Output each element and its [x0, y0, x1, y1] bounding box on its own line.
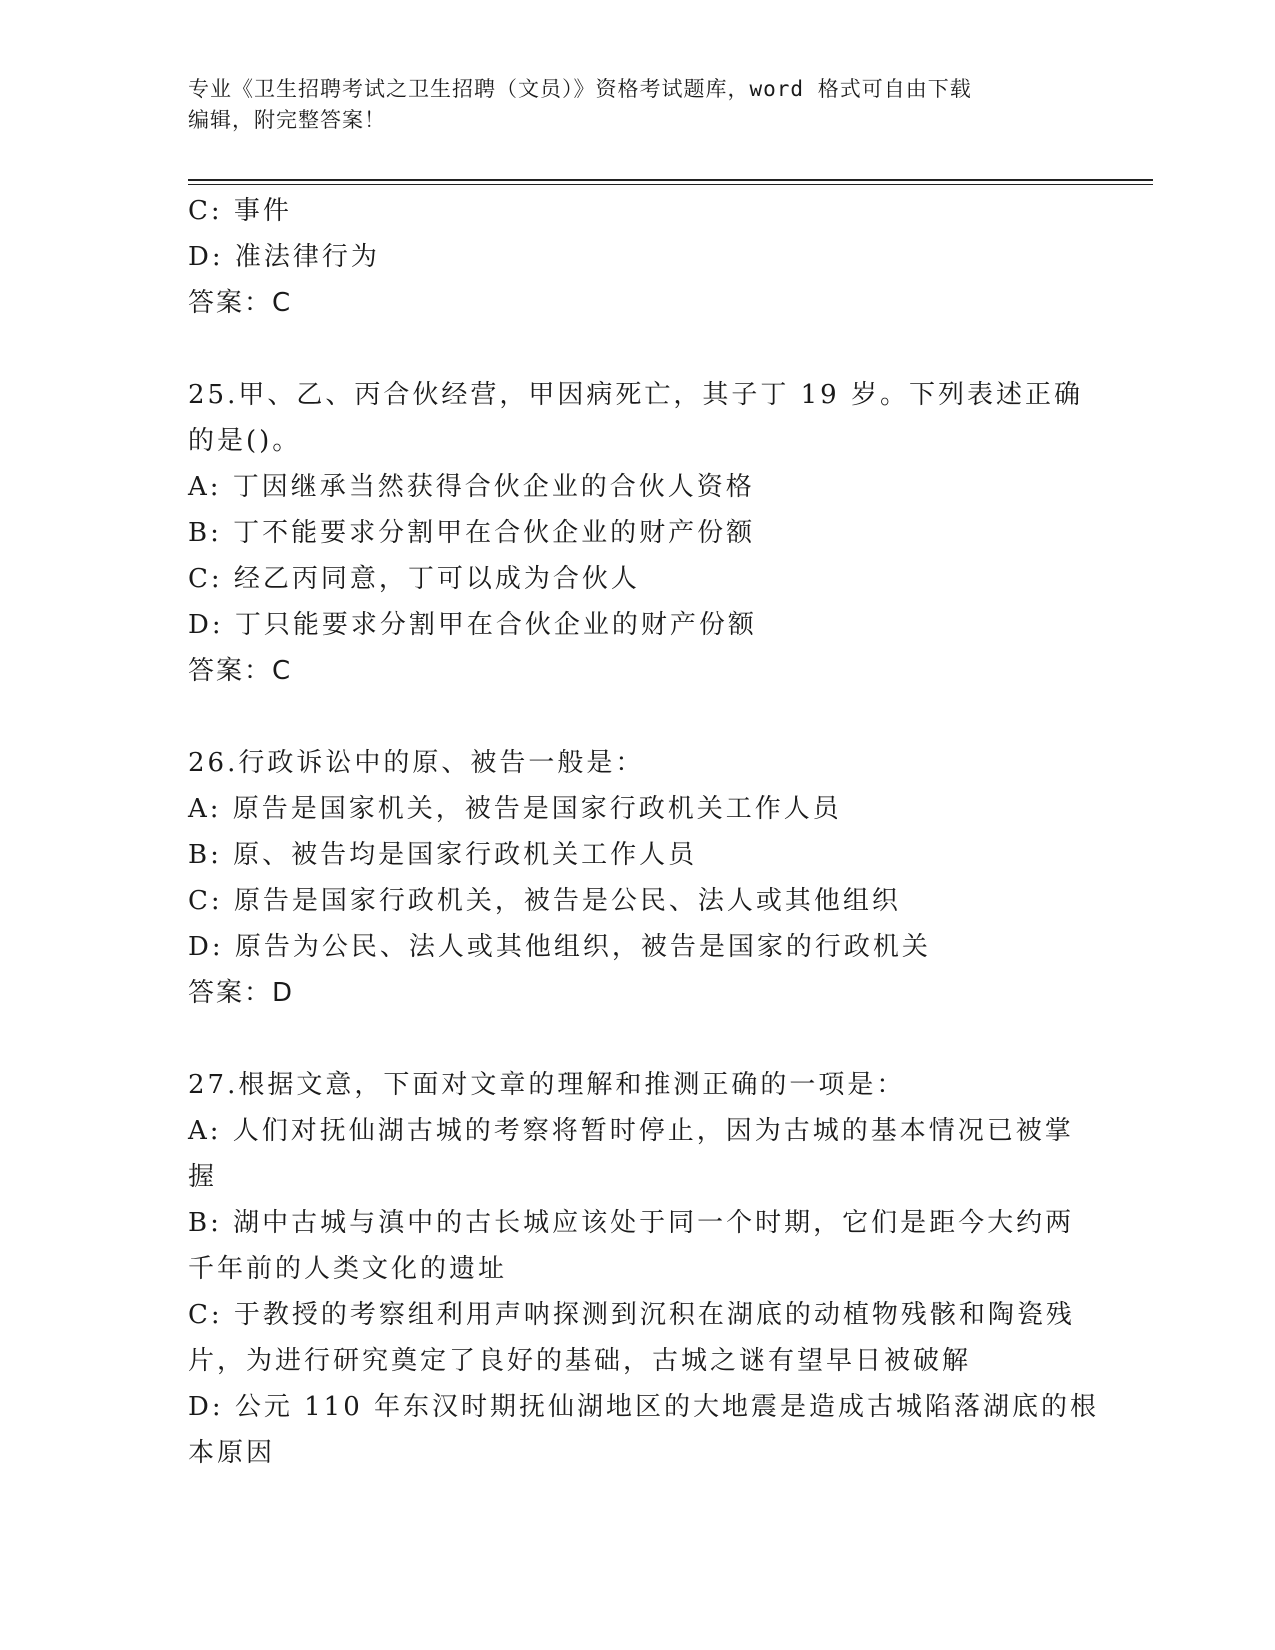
option-d: D: 准法律行为 — [188, 242, 380, 272]
header-line-1: 专业《卫生招聘考试之卫生招聘（文员）》资格考试题库，word 格式可自由下载 — [188, 77, 972, 101]
option-c: C: 原告是国家行政机关，被告是公民、法人或其他组织 — [188, 886, 901, 916]
option-a: A: 丁因继承当然获得合伙企业的合伙人资格 — [188, 472, 755, 502]
option-c: C: 于教授的考察组利用声呐探测到沉积在湖底的动植物残骸和陶瓷残 — [188, 1300, 1075, 1330]
header-line-2: 编辑，附完整答案！ — [188, 108, 386, 132]
question-content — [188, 188, 1100, 1476]
spacer — [188, 694, 1088, 740]
question-24-tail — [188, 188, 1088, 326]
option-b: B: 原、被告均是国家行政机关工作人员 — [188, 840, 698, 870]
option-a: A: 人们对抚仙湖古城的考察将暂时停止，因为古城的基本情况已被掌 — [188, 1116, 1074, 1146]
question-25 — [188, 372, 1088, 694]
question-27 — [188, 1062, 1100, 1476]
question-stem: 25.甲、乙、丙合伙经营，甲因病死亡，其子丁 19 岁。下列表述正确 — [188, 380, 1083, 410]
answer-line: 答案：D — [188, 978, 295, 1008]
option-c: C: 事件 — [188, 196, 292, 226]
option-b: B: 湖中古城与滇中的古长城应该处于同一个时期，它们是距今大约两 — [188, 1208, 1075, 1238]
option-d: D: 原告为公民、法人或其他组织，被告是国家的行政机关 — [188, 932, 931, 962]
option-d: D: 公元 110 年东汉时期抚仙湖地区的大地震是造成古城陷落湖底的根 — [188, 1392, 1100, 1422]
question-stem: 27.根据文意，下面对文章的理解和推测正确的一项是： — [188, 1070, 906, 1100]
option-b: B: 丁不能要求分割甲在合伙企业的财产份额 — [188, 518, 756, 548]
header-divider-thin — [188, 184, 1153, 185]
question-stem-continued: 的是()。 — [188, 426, 302, 456]
answer-line: 答案：C — [188, 288, 293, 318]
spacer — [188, 1016, 1088, 1062]
question-26 — [188, 740, 1088, 1016]
option-c: C: 经乙丙同意，丁可以成为合伙人 — [188, 564, 640, 594]
option-d-continued: 本原因 — [188, 1438, 276, 1468]
page-header — [188, 74, 1068, 136]
header-divider-thick — [188, 179, 1153, 181]
question-stem: 26.行政诉讼中的原、被告一般是： — [188, 748, 645, 778]
option-b-continued: 千年前的人类文化的遗址 — [188, 1254, 508, 1284]
option-d: D: 丁只能要求分割甲在合伙企业的财产份额 — [188, 610, 757, 640]
option-c-continued: 片，为进行研究奠定了良好的基础，古城之谜有望早日被破解 — [188, 1346, 972, 1376]
spacer — [188, 326, 1088, 372]
answer-line: 答案：C — [188, 656, 293, 686]
option-a-continued: 握 — [188, 1162, 218, 1192]
option-a: A: 原告是国家机关，被告是国家行政机关工作人员 — [188, 794, 842, 824]
